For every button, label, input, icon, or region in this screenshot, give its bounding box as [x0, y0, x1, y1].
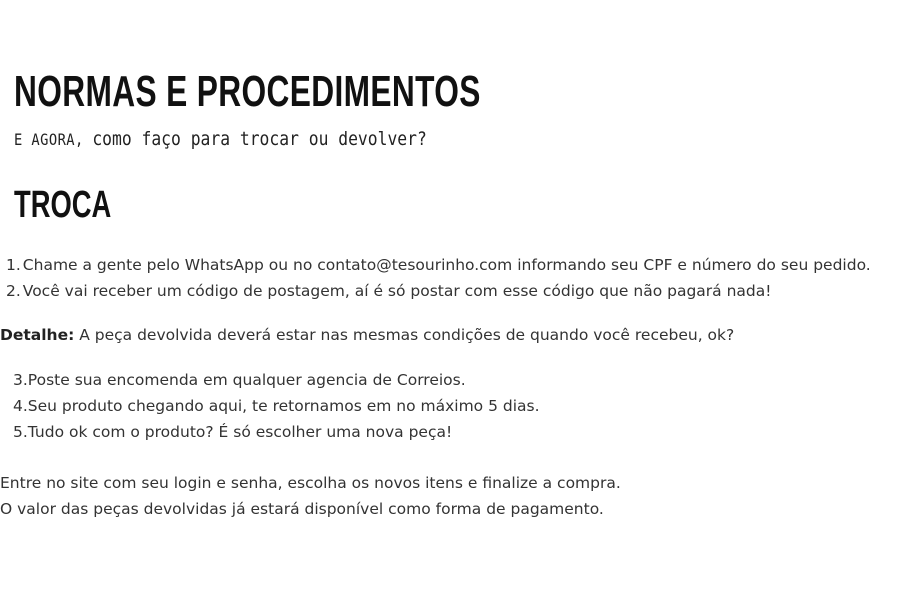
- subtitle-question: como faço para trocar ou devolver?: [92, 128, 427, 150]
- list-item: [6, 252, 871, 278]
- step-text: Você vai receber um código de postagem, aí é só postar com esse código que não pagará nada!: [22, 282, 772, 300]
- footer-line-1: Entre no site com seu login e senha, escolha os novos itens e finalize a compra.: [0, 474, 621, 492]
- step-number: 1.: [6, 256, 21, 274]
- page-subtitle: [14, 126, 427, 153]
- step-number: 4.: [13, 397, 28, 415]
- step-text: Chame a gente pelo WhatsApp ou no contato@tesourinho.com informando seu CPF e número do seu pedido.: [22, 256, 871, 274]
- steps-list-first: [6, 252, 871, 304]
- detail-label: Detalhe:: [0, 326, 75, 344]
- detail-text: A peça devolvida deverá estar nas mesmas condições de quando você recebeu, ok?: [74, 326, 735, 344]
- section-heading-troca: TROCA: [14, 184, 112, 226]
- step-text: Seu produto chegando aqui, te retornamos em no máximo 5 dias.: [27, 397, 540, 415]
- page-title: NORMAS E PROCEDIMENTOS: [14, 67, 481, 116]
- subtitle-prefix: E AGORA,: [14, 130, 84, 149]
- step-number: 3.: [13, 371, 28, 389]
- detail-note: [0, 322, 734, 348]
- list-item: [13, 367, 540, 393]
- list-item: [6, 278, 871, 304]
- step-number: 2.: [6, 282, 21, 300]
- steps-list-second: [13, 367, 540, 445]
- footer-line-2: O valor das peças devolvidas já estará disponível como forma de pagamento.: [0, 500, 604, 518]
- list-item: [13, 419, 540, 445]
- list-item: [13, 393, 540, 419]
- step-text: Poste sua encomenda em qualquer agencia de Correios.: [27, 371, 466, 389]
- step-number: 5.: [13, 423, 28, 441]
- footer-text: [0, 470, 621, 522]
- step-text: Tudo ok com o produto? É só escolher uma nova peça!: [27, 423, 453, 441]
